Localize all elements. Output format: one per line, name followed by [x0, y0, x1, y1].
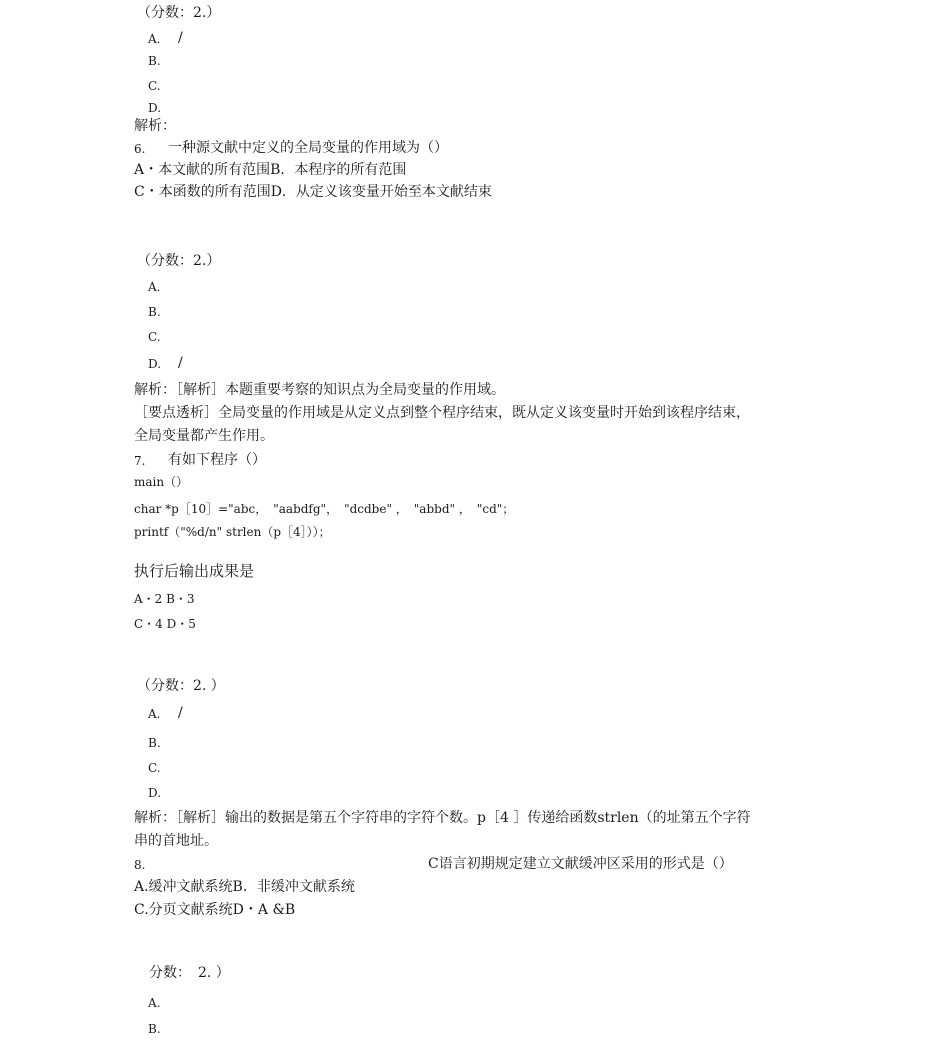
q7-option-d[interactable]: D. [148, 786, 162, 800]
q7-choices-line2: C・4 D・5 [134, 617, 196, 631]
q8-choices-line2: C.分页文献系统D・A &B [134, 902, 296, 918]
q6-choices-line2: C・本函数的所有范围D．从定义该变量开始至本文献结束 [134, 184, 492, 200]
q7-code-line1: main（） [134, 475, 189, 489]
q8-option-a[interactable]: A. [148, 996, 161, 1010]
q7-answer-mark: / [178, 705, 183, 721]
q7-option-b[interactable]: B. [148, 736, 161, 750]
q6-question: 一种源文献中定义的全局变量的作用域为（） [168, 140, 448, 156]
q6-option-a[interactable]: A. [148, 280, 161, 294]
q7-analysis-line1: 解析：［解析］输出的数据是第五个字符串的字符个数。p［4 ］传递给函数strlen（的址第五个字符 [134, 810, 751, 826]
q6-number: 6. [134, 142, 146, 156]
q7-question: 有如下程序（） [168, 452, 266, 468]
q8-option-b[interactable]: B. [148, 1022, 161, 1036]
q7-number: 7. [134, 454, 146, 468]
q6-analysis-line2: ［要点透析］全局变量的作用域是从定义点到整个程序结束，既从定义该变量时开始到该程序结束， [134, 405, 750, 421]
q5-option-a[interactable]: A. [148, 32, 161, 46]
q6-analysis-line1: 解析：［解析］本题重要考察的知识点为全局变量的作用域。 [134, 382, 505, 398]
q7-code-line2: char *p［10］="abc， "aabdfg"， "dcdbe" ， "abbd" ， "cd"； [134, 502, 515, 516]
q8-score: 分数： 2. ） [149, 965, 230, 981]
q7-choices-line1: A・2 B・3 [134, 592, 195, 606]
q7-prompt: 执行后输出成果是 [134, 562, 255, 580]
q5-option-c[interactable]: C. [148, 79, 161, 93]
q8-number: 8. [134, 858, 146, 872]
q5-option-d[interactable]: D. [148, 101, 162, 115]
q7-option-a[interactable]: A. [148, 707, 161, 721]
q7-option-c[interactable]: C. [148, 761, 161, 775]
q8-question: C语言初期规定建立文献缓冲区采用的形式是（） [428, 856, 733, 872]
q6-option-c[interactable]: C. [148, 330, 161, 344]
q7-code-line3: printf（"%d/n" strlen（p［4］））； [134, 525, 331, 539]
q6-option-b[interactable]: B. [148, 305, 161, 319]
q5-option-b[interactable]: B. [148, 54, 161, 68]
q6-option-d[interactable]: D. [148, 357, 162, 371]
q5-answer-mark: / [178, 30, 183, 46]
q6-analysis-line3: 全局变量都产生作用。 [134, 428, 274, 444]
q5-analysis: 解析： [134, 118, 176, 134]
q6-choices-line1: A・本文献的所有范围B．本程序的所有范围 [134, 162, 407, 178]
q7-score: （分数：2. ） [137, 678, 225, 694]
q5-score: （分数：2.） [137, 5, 221, 21]
q7-analysis-line2: 串的首地址。 [134, 833, 218, 849]
q6-score: （分数：2.） [137, 253, 221, 269]
q6-answer-mark: / [178, 355, 183, 371]
q8-choices-line1: A.缓冲文献系统B．非缓冲文献系统 [134, 879, 355, 895]
